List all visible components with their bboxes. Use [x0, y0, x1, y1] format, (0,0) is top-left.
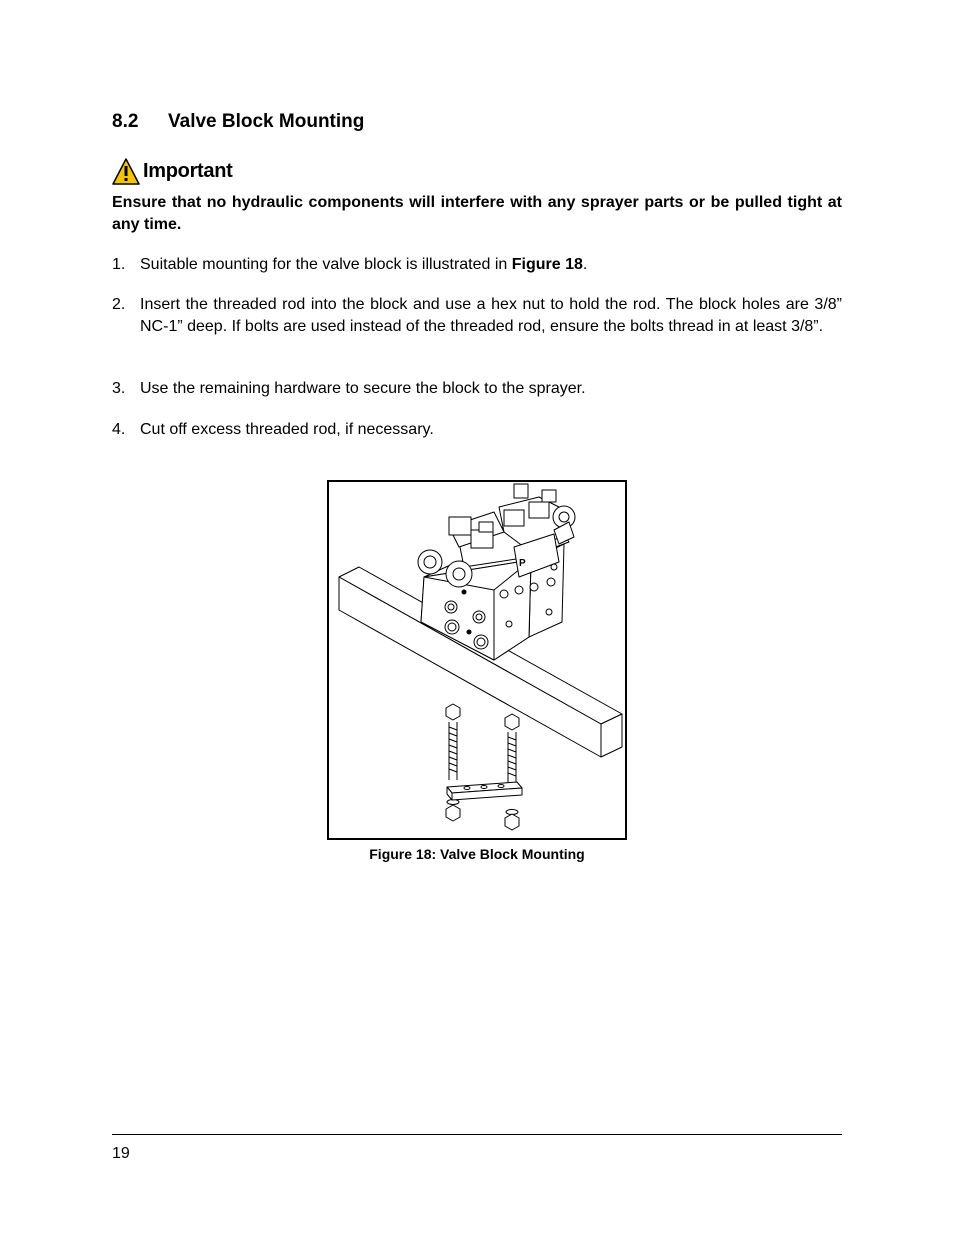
step-4: [112, 419, 842, 441]
step-number: 4.: [112, 421, 126, 438]
step-text: Cut off excess threaded rod, if necessary.: [140, 421, 434, 438]
important-label: Important: [143, 159, 233, 182]
section-heading: [112, 111, 364, 133]
step-1: [112, 254, 842, 276]
important-notice: [112, 156, 233, 186]
section-title: Valve Block Mounting: [168, 111, 365, 132]
valve-block-illustration: [329, 482, 625, 838]
warning-text: Ensure that no hydraulic components will interfere with any sprayer parts or be pulled tight at any time.: [112, 194, 842, 233]
clamp-plate: [447, 782, 522, 800]
threaded-rod-right: [505, 714, 519, 830]
threaded-rod-left: [446, 704, 460, 821]
step-text: Suitable mounting for the valve block is illustrated in Figure 18.: [140, 256, 588, 273]
step-2: [112, 294, 842, 338]
footer-rule: [112, 1134, 842, 1135]
step-number: 2.: [112, 296, 126, 313]
step-text: Insert the threaded rod into the block and use a hex nut to hold the rod. The block holes are 3/8” NC-1” deep. If bolts are used instead of the threaded rod, ensure the bolts thread in at least 3/8”.: [140, 296, 842, 335]
figure-reference: Figure 18: [511, 256, 583, 273]
step-text: Use the remaining hardware to secure the block to the sprayer.: [140, 380, 586, 397]
figure-caption: Figure 18: Valve Block Mounting: [369, 846, 585, 862]
warning-triangle-icon: [112, 158, 140, 185]
step-number: 3.: [112, 380, 126, 397]
figure-valve-block-mounting: [327, 480, 627, 840]
step-number: 1.: [112, 256, 126, 273]
section-number: 8.2: [112, 111, 139, 132]
valve-marking-p: P: [519, 558, 526, 569]
step-3: [112, 378, 842, 400]
page-number: 19: [112, 1145, 130, 1162]
